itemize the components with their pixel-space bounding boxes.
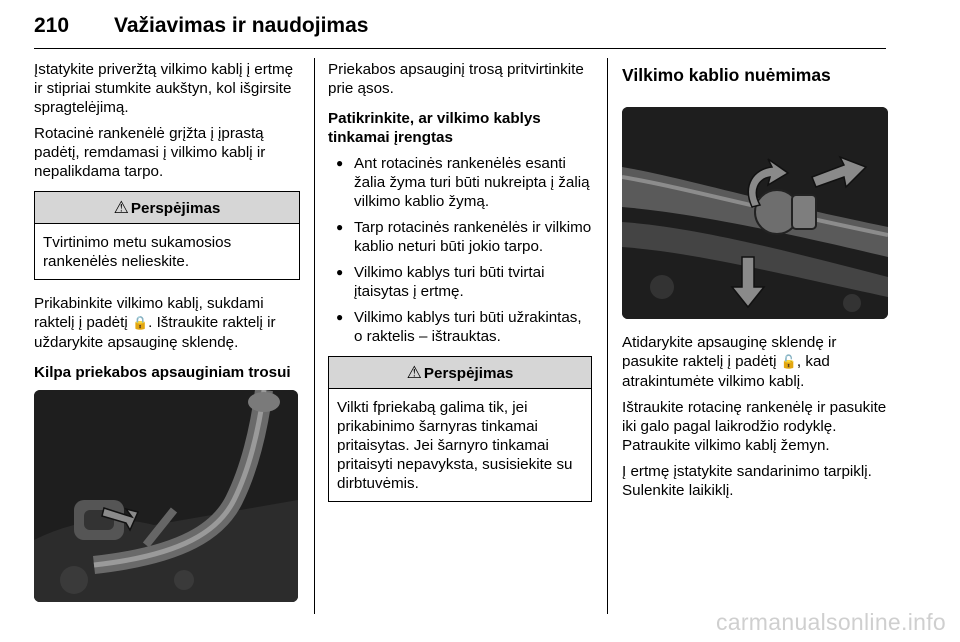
warning-header bbox=[329, 357, 591, 389]
paragraph: Rotacinė rankenėlė grįžta į įprastą padėtį, remdamasi į vilkimo kablį ir nepalikdama tarpo. bbox=[34, 125, 266, 180]
paragraph: Ištraukite rotacinę rankenėlę ir pasukite iki galo pagal laikrodžio rodyklę. Patraukite vilkimo kablį žemyn. bbox=[622, 399, 887, 454]
section-title: Vilkimo kablio nuėmimas bbox=[622, 65, 831, 85]
paragraph: Įstatykite priveržtą vilkimo kablį į ertmę ir stipriai stumkite aukštyn, kol išgirsite spragtelėjimą. bbox=[34, 61, 294, 116]
warning-title: Perspėjimas bbox=[423, 365, 514, 382]
header-divider bbox=[34, 48, 886, 49]
paragraph: Į ertmę įstatykite sandarinimo tarpiklį. Sulenkite laikiklį. bbox=[622, 463, 872, 499]
warning-text: Vilkti fpriekabą galima tik, jei prikabinimo šarnyras tinkamai pritaisytas. Jei šarnyro tinkamai pritaisyti nepavyksta, susisiekite su dirbtuvėmis. bbox=[337, 399, 573, 492]
unlock-icon: 🔓 bbox=[780, 355, 797, 370]
checklist bbox=[328, 154, 592, 346]
list-item: ● Ant rotacinės rankenėlės esanti žalia žyma turi būti nukreipta į žalią vilkimo kablio žymą. bbox=[328, 154, 592, 211]
column-1 bbox=[34, 60, 300, 602]
column-divider-2 bbox=[607, 58, 608, 614]
column-divider-1 bbox=[314, 58, 315, 614]
list-item: ● Tarp rotacinės rankenėlės ir vilkimo kablio neturi būti jokio tarpo. bbox=[328, 218, 592, 256]
page-header bbox=[34, 8, 886, 48]
warning-triangle-icon: ⚠ bbox=[113, 198, 129, 217]
list-item: ● Vilkimo kablys turi būti tvirtai įtaisytas į ertmę. bbox=[328, 263, 592, 301]
subheading: Patikrinkite, ar vilkimo kablys tinkamai įrengtas bbox=[328, 110, 541, 146]
warning-text: Tvirtinimo metu sukamosios rankenėlės nelieskite. bbox=[43, 234, 232, 270]
subheading: Kilpa priekabos apsauginiam trosui bbox=[34, 364, 291, 381]
text-run: Prikabinkite vilkimo kablį, sukdami raktelį į padėtį bbox=[34, 295, 264, 331]
text-run: Atidarykite apsauginę sklendę ir pasukite raktelį į padėtį bbox=[622, 334, 837, 370]
warning-box bbox=[34, 191, 300, 280]
page-number: 210 bbox=[34, 14, 70, 37]
warning-header bbox=[35, 192, 299, 224]
text-run: . Ištraukite raktelį ir uždarykite apsauginę sklendę. bbox=[34, 314, 276, 351]
paragraph bbox=[622, 333, 888, 391]
illustration-safety-cable-eyelet bbox=[34, 390, 298, 602]
column-2 bbox=[328, 60, 592, 516]
paragraph: Priekabos apsauginį trosą pritvirtinkite prie ąsos. bbox=[328, 61, 584, 97]
lock-icon: 🔒 bbox=[131, 316, 149, 331]
chapter-title: Važiavimas ir naudojimas bbox=[114, 14, 369, 37]
column-3 bbox=[622, 60, 888, 507]
warning-title: Perspėjimas bbox=[130, 200, 221, 217]
text-run: , kad atrakintumėte vilkimo kablį. bbox=[622, 353, 830, 390]
list-item: ● Vilkimo kablys turi būti užrakintas, o raktelis – ištrauktas. bbox=[328, 308, 592, 346]
paragraph bbox=[34, 294, 300, 352]
illustration-tow-hook-removal bbox=[622, 107, 888, 319]
warning-triangle-icon: ⚠ bbox=[406, 363, 422, 382]
watermark: carmanualsonline.info bbox=[715, 609, 946, 635]
warning-box bbox=[328, 356, 592, 502]
